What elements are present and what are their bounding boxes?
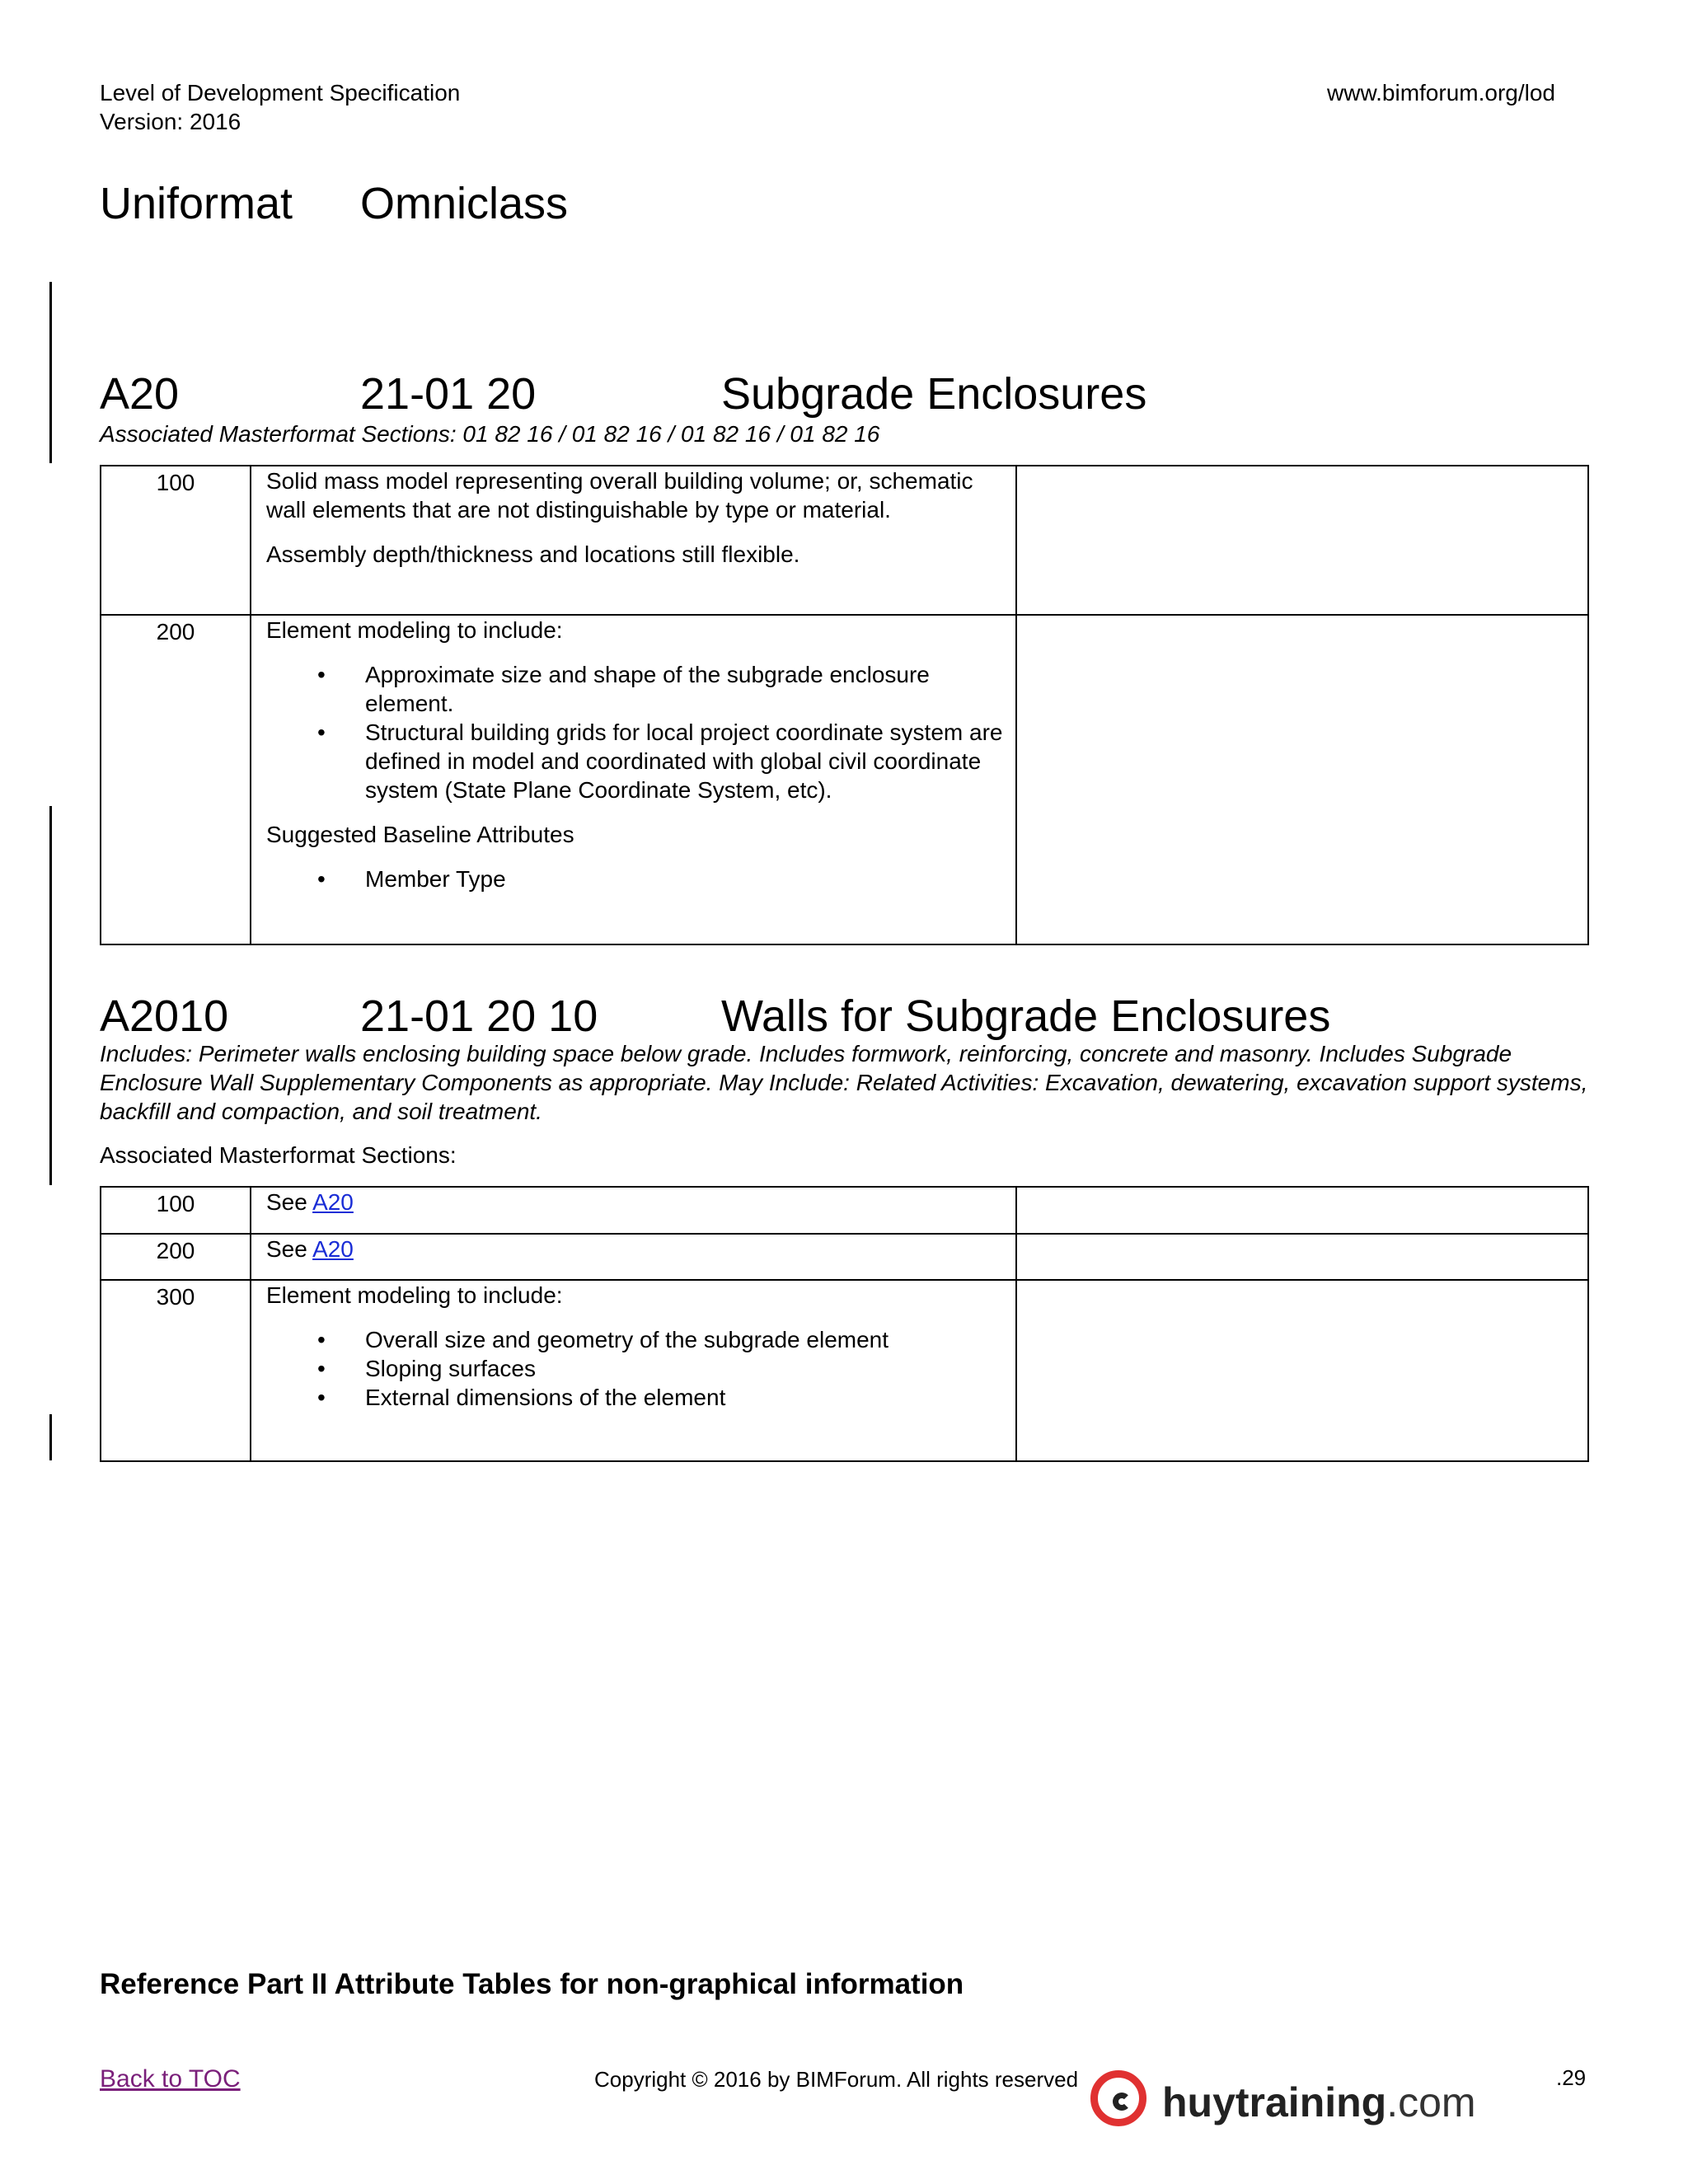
version-label: Version: 2016 xyxy=(100,109,241,134)
notes-cell xyxy=(1016,1234,1588,1280)
page-number: .29 xyxy=(1556,2065,1587,2090)
header-url: www.bimforum.org/lod xyxy=(1327,80,1555,105)
lod-description xyxy=(251,615,1016,944)
back-to-toc-link[interactable]: Back to TOC xyxy=(100,2065,241,2093)
notes-cell xyxy=(1016,466,1588,615)
attributes-heading: Suggested Baseline Attributes xyxy=(266,822,574,847)
lod-table xyxy=(100,1186,1589,1462)
description-text: Assembly depth/thickness and locations still flexible. xyxy=(266,541,800,567)
description-text: Solid mass model representing overall building volume; or, schematic wall elements that are not distinguishable by type or material. xyxy=(266,468,973,523)
a20-link[interactable]: A20 xyxy=(312,1189,354,1215)
list-item: • Structural building grids for local project coordinate system are defined in model and coordinated with global civil coordinate system (State Plane Coordinate System, etc). xyxy=(365,718,1004,804)
copyright-text: Copyright © 2016 by BIMForum. All rights reserved xyxy=(594,2067,1079,2092)
change-bar xyxy=(49,1414,52,1460)
section-uniformat-code: A2010 xyxy=(100,991,229,1041)
uniformat-heading: Uniformat xyxy=(100,179,293,228)
table-row xyxy=(101,1187,1588,1234)
list-item: • Sloping surfaces xyxy=(365,1354,1004,1383)
lod-table xyxy=(100,465,1589,945)
description-intro: Element modeling to include: xyxy=(266,1282,563,1308)
lod-description xyxy=(251,1280,1016,1461)
notes-cell xyxy=(1016,1187,1588,1234)
lod-level: 300 xyxy=(101,1280,251,1461)
notes-cell xyxy=(1016,1280,1588,1461)
section-omniclass-code: 21-01 20 xyxy=(360,369,537,419)
watermark-domain-text: .com xyxy=(1386,2079,1476,2125)
table-row xyxy=(101,466,1588,615)
section-uniformat-code: A20 xyxy=(100,369,180,419)
table-row xyxy=(101,1234,1588,1280)
list-item: • Overall size and geometry of the subgrade element xyxy=(365,1325,1004,1354)
lod-level: 100 xyxy=(101,1187,251,1234)
bullet-list xyxy=(266,1325,1004,1412)
change-bar xyxy=(49,806,52,1185)
see-text: See xyxy=(266,1236,313,1262)
section-includes: Includes: Perimeter walls enclosing building space below grade. Includes formwork, reinforcing, concrete and masonry. Includes Subgrade Enclosure Wall Supplementary Components as appropriate. May Include: Related Activities: Excavation, dewatering, excavation support systems, backfill and compaction, and soil treatment. xyxy=(100,1041,1588,1124)
lod-description xyxy=(251,1187,1016,1234)
section-omniclass-code: 21-01 20 10 xyxy=(360,991,598,1041)
description-intro: Element modeling to include: xyxy=(266,617,563,643)
list-item: • Member Type xyxy=(365,865,1004,893)
lod-level: 100 xyxy=(101,466,251,615)
masterformat-sections: Associated Masterformat Sections: xyxy=(100,1142,457,1168)
masterformat-sections: Associated Masterformat Sections: 01 82 16 / 01 82 16 / 01 82 16 / 01 82 16 xyxy=(100,421,880,447)
change-bar xyxy=(49,282,52,463)
section-title: Walls for Subgrade Enclosures xyxy=(721,991,1331,1041)
section-title: Subgrade Enclosures xyxy=(721,369,1147,419)
watermark-logo xyxy=(1162,2079,1476,2125)
bullet-list xyxy=(266,865,1004,893)
spec-title: Level of Development Specification xyxy=(100,80,461,105)
table-row xyxy=(101,1280,1588,1461)
lod-description xyxy=(251,1234,1016,1280)
watermark-logo-icon xyxy=(1090,2070,1146,2126)
lod-description xyxy=(251,466,1016,615)
lod-level: 200 xyxy=(101,1234,251,1280)
reference-note: Reference Part II Attribute Tables for non-graphical information xyxy=(100,1968,964,2000)
watermark-bold-text: huytraining xyxy=(1162,2079,1387,2125)
notes-cell xyxy=(1016,615,1588,944)
omniclass-heading: Omniclass xyxy=(360,179,569,228)
a20-link[interactable]: A20 xyxy=(312,1236,354,1262)
bullet-list xyxy=(266,660,1004,804)
list-item: • Approximate size and shape of the subgrade enclosure element. xyxy=(365,660,1004,718)
see-text: See xyxy=(266,1189,313,1215)
lod-level: 200 xyxy=(101,615,251,944)
list-item: • External dimensions of the element xyxy=(365,1383,1004,1412)
table-row xyxy=(101,615,1588,944)
